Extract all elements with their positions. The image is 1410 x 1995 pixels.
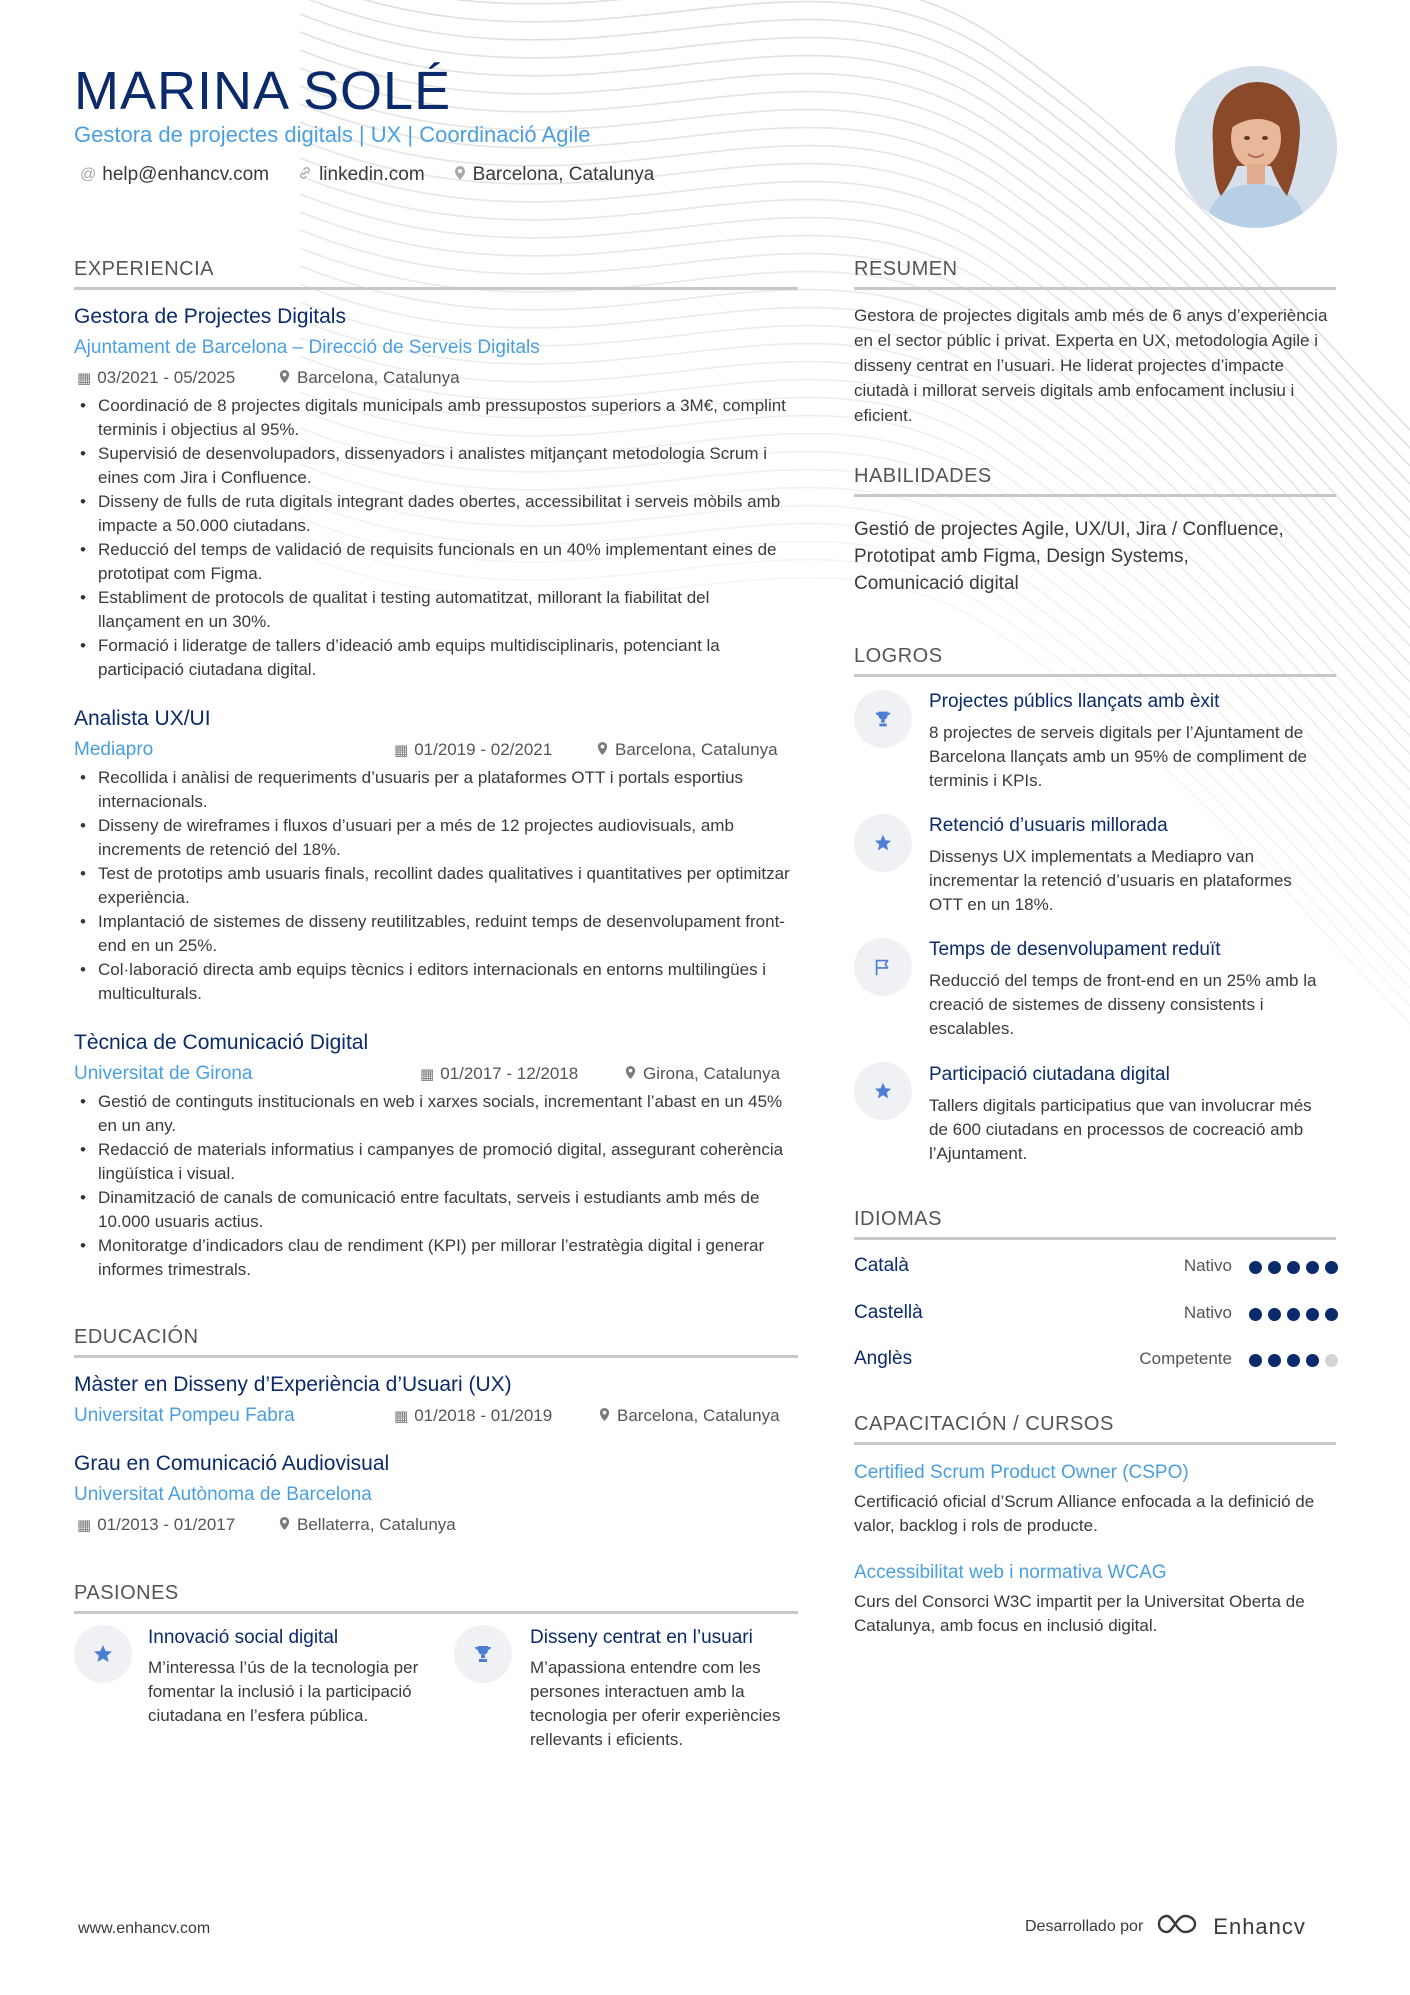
education-section-title: EDUCACIÓN bbox=[74, 1326, 798, 1358]
list-item: • Reducció del temps de validació de requisits funcionals en un 40% implementant eines de prototipat com Figma. bbox=[74, 538, 794, 586]
location-icon bbox=[278, 369, 291, 388]
location-icon bbox=[453, 165, 467, 186]
course-title: Accessibilitat web i normativa WCAG bbox=[854, 1562, 1167, 1583]
achievement-desc: 8 projectes de serveis digitals per l’Ajuntament de Barcelona llançats amb un 95% de compliment de terminis i KPIs. bbox=[929, 723, 1307, 790]
list-item: • Coordinació de 8 projectes digitals municipals amb pressupostos superiors a 3M€, complint terminis i objectius al 95%. bbox=[74, 394, 794, 442]
achievement-title: Temps de desenvolupament reduït bbox=[929, 939, 1221, 960]
passion-title: Disseny centrat en l’usuari bbox=[530, 1627, 753, 1648]
skill-line: Gestió de projectes Agile, UX/UI, Jira / Confluence, bbox=[854, 519, 1284, 540]
passion-desc: M’interessa l’ús de la tecnologia per fomentar la inclusió i la participació ciutadana en l’esfera pública. bbox=[148, 1658, 419, 1725]
list-item: • Redacció de materials informatius i campanyes de promoció digital, assegurant coherència lingüística i visual. bbox=[74, 1138, 794, 1186]
education-location bbox=[598, 1406, 780, 1426]
at-icon: @ bbox=[80, 166, 97, 183]
language-level: Competente bbox=[1139, 1349, 1232, 1368]
achievement-title: Participació ciutadana digital bbox=[929, 1064, 1170, 1085]
achievement-title: Retenció d’usuaris millorada bbox=[929, 815, 1168, 836]
profile-photo bbox=[1175, 66, 1337, 228]
list-item: • Col·laboració directa amb equips tècnics i editors internacionals en entorns multilingües i multiculturals. bbox=[74, 958, 794, 1006]
location-icon bbox=[596, 741, 609, 760]
rating-dot-filled bbox=[1287, 1308, 1300, 1321]
education-dates-text: 01/2018 - 01/2019 bbox=[414, 1406, 553, 1425]
calendar-icon: ▦ bbox=[394, 742, 409, 759]
list-item: • Disseny de wireframes i fluxos d’usuari per a més de 12 projectes audiovisuals, amb increments de retenció del 18%. bbox=[74, 814, 794, 862]
list-item: • Establiment de protocols de qualitat i testing automatitzat, millorant la fiabilitat del llançament en un 30%. bbox=[74, 586, 794, 634]
job-role: Analista UX/UI bbox=[74, 707, 211, 730]
rating-dot-filled bbox=[1268, 1261, 1281, 1274]
education-degree: Màster en Disseny d’Experiència d’Usuari (UX) bbox=[74, 1373, 512, 1396]
education-location bbox=[278, 1515, 456, 1535]
list-item: • Test de prototips amb usuaris finals, recollint dades qualitatives i quantitatives per optimitzar experiència. bbox=[74, 862, 794, 910]
star-icon bbox=[74, 1625, 132, 1683]
passion-title: Innovació social digital bbox=[148, 1627, 339, 1648]
powered-by-label: Desarrollado por bbox=[1025, 1917, 1144, 1935]
language-rating bbox=[1249, 1354, 1338, 1367]
rating-dot-empty bbox=[1325, 1354, 1338, 1367]
skill-line: Prototipat amb Figma, Design Systems, bbox=[854, 546, 1189, 567]
calendar-icon: ▦ bbox=[77, 1517, 92, 1534]
job-company: Mediapro bbox=[74, 739, 154, 760]
course-desc: Certificació oficial d’Scrum Alliance enfocada a la definició de valor, backlog i rols de producte. bbox=[854, 1492, 1315, 1535]
course-title: Certified Scrum Product Owner (CSPO) bbox=[854, 1462, 1189, 1483]
location-icon bbox=[598, 1407, 611, 1426]
rating-dot-filled bbox=[1306, 1354, 1319, 1367]
passions-section-title: PASIONES bbox=[74, 1582, 798, 1614]
rating-dot-filled bbox=[1325, 1261, 1338, 1274]
achievement-desc: Dissenys UX implementats a Mediapro van incrementar la retenció d’usuaris en plataformes OTT en un 18%. bbox=[929, 847, 1292, 914]
language-level: Nativo bbox=[1183, 1303, 1232, 1322]
job-bullets bbox=[74, 394, 794, 682]
achievement-desc: Tallers digitals participatius que van involucrar més de 600 ciutadans en processos de cocreació amb l’Ajuntament. bbox=[929, 1096, 1312, 1163]
rating-dot-filled bbox=[1249, 1354, 1262, 1367]
contact-email-text: help@enhancv.com bbox=[102, 164, 270, 185]
star-icon bbox=[854, 1062, 912, 1120]
rating-dot-filled bbox=[1325, 1308, 1338, 1321]
achievements-section-title: LOGROS bbox=[854, 645, 1336, 677]
courses-section-title: CAPACITACIÓN / CURSOS bbox=[854, 1413, 1336, 1445]
skills-list bbox=[854, 516, 1338, 597]
language-name: Català bbox=[854, 1255, 909, 1276]
rating-dot-filled bbox=[1306, 1308, 1319, 1321]
language-name: Anglès bbox=[854, 1348, 913, 1369]
education-dates bbox=[77, 1515, 235, 1535]
job-bullets bbox=[74, 766, 794, 1006]
language-rating bbox=[1249, 1308, 1338, 1321]
job-location-text: Barcelona, Catalunya bbox=[615, 740, 778, 759]
education-dates-text: 01/2013 - 01/2017 bbox=[97, 1515, 236, 1534]
job-dates-text: 01/2019 - 02/2021 bbox=[414, 740, 553, 759]
education-location-text: Bellaterra, Catalunya bbox=[297, 1515, 456, 1534]
language-level: Nativo bbox=[1183, 1256, 1232, 1275]
skill-line: Comunicació digital bbox=[854, 573, 1019, 594]
job-company: Universitat de Girona bbox=[74, 1063, 253, 1084]
contact-location bbox=[453, 164, 655, 186]
rating-dot-filled bbox=[1287, 1261, 1300, 1274]
list-item: • Supervisió de desenvolupadors, dissenyadors i analistes mitjançant metodologia Scrum i eines com Jira i Confluence. bbox=[74, 442, 794, 490]
star-icon bbox=[854, 814, 912, 872]
job-dates bbox=[394, 740, 552, 760]
job-role: Gestora de Projectes Digitals bbox=[74, 305, 346, 328]
rating-dot-filled bbox=[1249, 1261, 1262, 1274]
rating-dot-filled bbox=[1249, 1308, 1262, 1321]
passion-desc: M’apassiona entendre com les persones interactuen amb la tecnologia per oferir experiències rellevants i eficients. bbox=[530, 1658, 781, 1749]
language-name: Castellà bbox=[854, 1302, 923, 1323]
achievement-desc: Reducció del temps de front-end en un 25% amb la creació de sistemes de disseny consistents i escalables. bbox=[929, 971, 1317, 1038]
calendar-icon: ▦ bbox=[77, 370, 92, 387]
list-item: • Gestió de continguts institucionals en web i xarxes socials, incrementant l’abast en un 45% en un any. bbox=[74, 1090, 794, 1138]
calendar-icon: ▦ bbox=[420, 1066, 435, 1083]
course-desc: Curs del Consorci W3C impartit per la Universitat Oberta de Catalunya, amb focus en inclusió digital. bbox=[854, 1592, 1305, 1635]
experience-section-title: EXPERIENCIA bbox=[74, 258, 798, 290]
contact-list bbox=[80, 164, 654, 186]
location-icon bbox=[278, 1516, 291, 1535]
candidate-name: MARINA SOLÉ bbox=[74, 61, 452, 121]
job-location bbox=[624, 1064, 780, 1084]
footer-branding bbox=[1025, 1912, 1306, 1941]
languages-section-title: IDIOMAS bbox=[854, 1208, 1336, 1240]
trophy-icon bbox=[854, 690, 912, 748]
skills-section-title: HABILIDADES bbox=[854, 465, 1336, 497]
job-company: Ajuntament de Barcelona – Direcció de Serveis Digitals bbox=[74, 337, 540, 358]
list-item: • Disseny de fulls de ruta digitals integrant dades obertes, accessibilitat i serveis mòbils amb impacte a 50.000 ciutadans. bbox=[74, 490, 794, 538]
rating-dot-filled bbox=[1268, 1308, 1281, 1321]
brand-name: Enhancv bbox=[1213, 1913, 1306, 1939]
link-icon bbox=[297, 165, 313, 186]
rating-dot-filled bbox=[1306, 1261, 1319, 1274]
flag-icon bbox=[854, 938, 912, 996]
enhancv-logo-icon bbox=[1155, 1912, 1201, 1941]
education-degree: Grau en Comunicació Audiovisual bbox=[74, 1452, 390, 1475]
list-item: • Recollida i anàlisi de requeriments d’usuaris per a plataformes OTT i portals esportius internacionals. bbox=[74, 766, 794, 814]
contact-location-text: Barcelona, Catalunya bbox=[472, 164, 655, 185]
job-dates-text: 03/2021 - 05/2025 bbox=[97, 368, 236, 387]
education-school: Universitat Pompeu Fabra bbox=[74, 1405, 295, 1426]
contact-email[interactable] bbox=[80, 164, 269, 186]
rating-dot-filled bbox=[1268, 1354, 1281, 1367]
education-location-text: Barcelona, Catalunya bbox=[617, 1406, 780, 1425]
job-location-text: Girona, Catalunya bbox=[643, 1064, 781, 1083]
list-item: • Dinamització de canals de comunicació entre facultats, serveis i estudiants amb més de 10.000 usuaris actius. bbox=[74, 1186, 794, 1234]
rating-dot-filled bbox=[1287, 1354, 1300, 1367]
calendar-icon: ▦ bbox=[394, 1408, 409, 1425]
education-school: Universitat Autònoma de Barcelona bbox=[74, 1484, 372, 1505]
list-item: • Monitoratge d’indicadors clau de rendiment (KPI) per millorar l’estratègia digital i generar informes trimestrals. bbox=[74, 1234, 794, 1282]
job-location bbox=[596, 740, 778, 760]
job-bullets bbox=[74, 1090, 794, 1282]
summary-section-title: RESUMEN bbox=[854, 258, 1336, 290]
candidate-title: Gestora de projectes digitals | UX | Coordinació Agile bbox=[74, 122, 591, 147]
education-dates bbox=[394, 1406, 552, 1426]
location-icon bbox=[624, 1065, 637, 1084]
trophy-icon bbox=[454, 1625, 512, 1683]
language-rating bbox=[1249, 1261, 1338, 1274]
achievement-title: Projectes públics llançats amb èxit bbox=[929, 691, 1220, 712]
summary-text: Gestora de projectes digitals amb més de 6 anys d’experiència en el sector públic i privat. Experta en UX, metodologia Agile i disseny centrat en l’usuari. He liderat projectes d’impacte ciutadà i millorat serveis digitals amb enfocament inclusiu i eficient. bbox=[854, 306, 1328, 425]
job-dates bbox=[420, 1064, 578, 1084]
job-role: Tècnica de Comunicació Digital bbox=[74, 1031, 369, 1054]
list-item: • Implantació de sistemes de disseny reutilitzables, reduint temps de desenvolupament front-end en un 25%. bbox=[74, 910, 794, 958]
contact-linkedin[interactable] bbox=[297, 164, 425, 186]
list-item: • Formació i lideratge de tallers d’ideació amb equips multidisciplinaris, potenciant la participació ciutadana digital. bbox=[74, 634, 794, 682]
job-dates bbox=[77, 368, 235, 388]
contact-linkedin-text: linkedin.com bbox=[319, 164, 425, 185]
job-dates-text: 01/2017 - 12/2018 bbox=[440, 1064, 579, 1083]
job-location-text: Barcelona, Catalunya bbox=[297, 368, 460, 387]
job-location bbox=[278, 368, 460, 388]
footer-website[interactable]: www.enhancv.com bbox=[78, 1920, 211, 1937]
